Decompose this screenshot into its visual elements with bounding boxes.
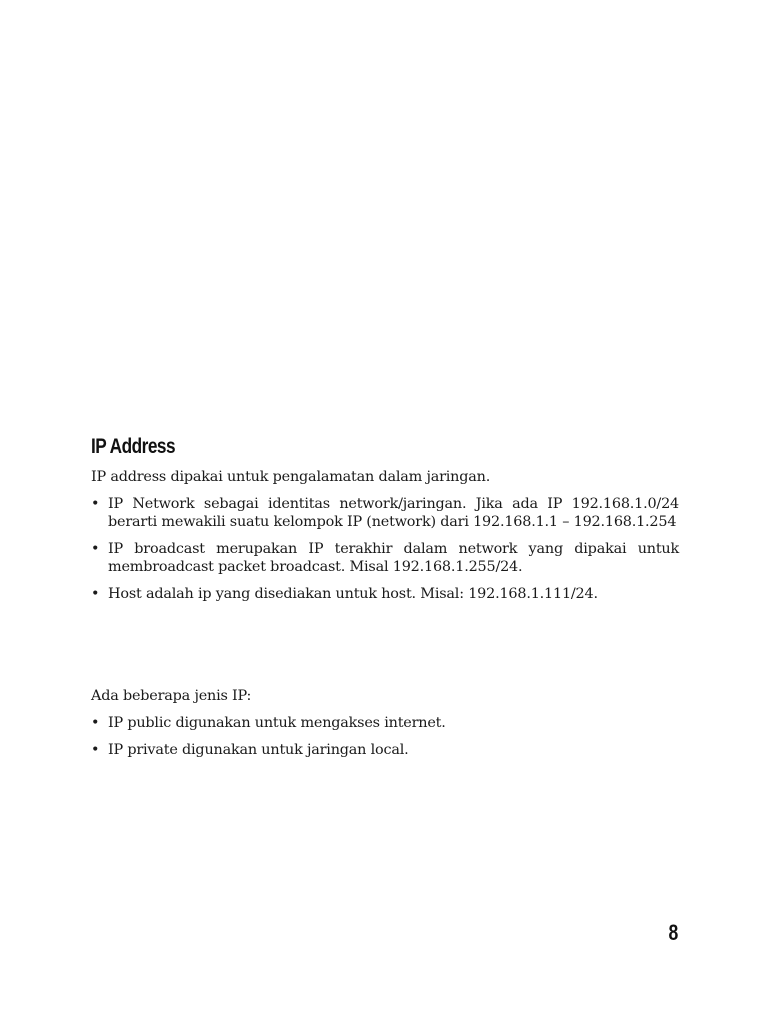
page-number: 8 [668, 920, 678, 945]
bullet-icon: • [91, 586, 100, 602]
list-item-text: Host adalah ip yang disediakan untuk host. Misal: 192.168.1.111/24. [108, 586, 598, 602]
ip-kinds-section [91, 687, 679, 768]
ip-address-section [91, 434, 679, 612]
list-item [91, 714, 679, 732]
bullet-icon: • [91, 715, 100, 731]
list-item [91, 585, 679, 603]
list-item-text: IP broadcast merupakan IP terakhir dalam network yang dipakai untuk membroadcast packet broadcast. Misal 192.168.1.255/24. [108, 541, 679, 575]
list-item [91, 741, 679, 759]
intro-paragraph: IP address dipakai untuk pengalamatan dalam jaringan. [91, 469, 491, 485]
list-item [91, 540, 679, 576]
ip-types-list [91, 495, 679, 603]
list-item-text: IP Network sebagai identitas network/jaringan. Jika ada IP 192.168.1.0/24 berarti mewakili suatu kelompok IP (network) dari 192.168.1.1 – 192.168.1.254 [108, 496, 679, 530]
section-heading: IP Address [91, 435, 176, 458]
ip-kinds-list [91, 714, 679, 759]
bullet-icon: • [91, 541, 100, 557]
intro-paragraph: Ada beberapa jenis IP: [91, 688, 252, 704]
bullet-icon: • [91, 496, 100, 512]
list-item-text: IP public digunakan untuk mengakses internet. [108, 715, 446, 731]
list-item [91, 495, 679, 531]
bullet-icon: • [91, 742, 100, 758]
list-item-text: IP private digunakan untuk jaringan local. [108, 742, 409, 758]
